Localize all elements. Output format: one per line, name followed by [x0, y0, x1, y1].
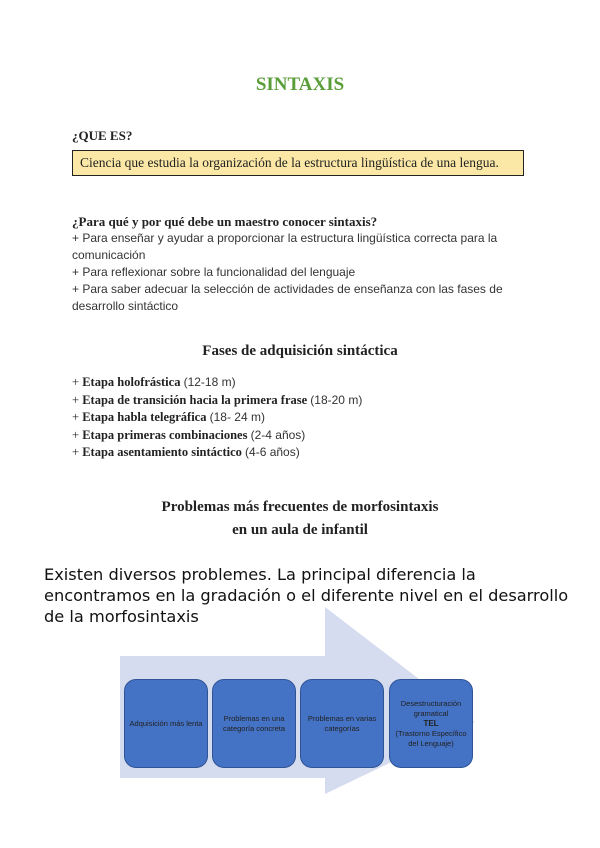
diagram-box-tel — [389, 679, 473, 768]
stage-name: Etapa primeras combinaciones — [82, 427, 248, 442]
page-title: SINTAXIS — [255, 74, 345, 95]
diagram-box-tel-label: TEL — [423, 718, 439, 728]
stage-item: + Etapa holofrástica (12-18 m) — [72, 375, 236, 389]
definition-box: Ciencia que estudia la organización de la estructura lingüística de una lengua. — [72, 150, 524, 176]
stage-name: Etapa habla telegráfica — [82, 410, 207, 424]
why-line: + Para saber adecuar la selección de actividades de enseñanza con las fases de desarrollo sintáctico — [72, 282, 503, 313]
what-label: ¿QUE ES? — [72, 128, 133, 143]
why-line: + Para enseñar y ayudar a proporcionar la estructura lingüística correcta para la comunicación — [72, 231, 498, 262]
stage-range: (18-20 m) — [310, 392, 363, 407]
phases-title: Fases de adquisición sintáctica — [202, 343, 398, 359]
problems-title-line-1: Problemas más frecuentes de morfosintaxis — [161, 499, 439, 515]
stage-item: + Etapa habla telegráfica (18- 24 m) — [72, 410, 265, 424]
intro-text: Existen diversos problemes. La principal diferencia la encontramos en la gradación o el diferente nivel en el desarrollo de la morfosintaxis — [44, 565, 569, 626]
diagram-box-several-categories — [300, 679, 384, 768]
stage-range: (4-6 años) — [245, 445, 300, 459]
diagram-box-one-category — [212, 679, 296, 768]
stage-range: (2-4 años) — [250, 427, 306, 442]
stage-name: Etapa de transición hacia la primera frase — [82, 392, 308, 407]
stage-item: + Etapa asentamiento sintáctico (4-6 años) — [72, 445, 300, 459]
stage-range: (12-18 m) — [183, 375, 236, 389]
diagram-box-text: Desestructuración gramatical — [400, 698, 462, 718]
stage-range: (18- 24 m) — [209, 410, 265, 424]
stage-item: + Etapa de transición hacia la primera frase (18-20 m) — [72, 392, 363, 407]
diagram-box-text: Problemas en una categoría concreta — [222, 713, 286, 733]
stage-name: Etapa asentamiento sintáctico — [82, 445, 242, 459]
stage-item: + Etapa primeras combinaciones (2-4 años) — [72, 427, 306, 442]
why-line: + Para reflexionar sobre la funcionalidad del lenguaje — [72, 265, 356, 279]
diagram-box-text: Problemas en varias categorías — [307, 713, 377, 733]
diagram-box-tel-sub: (Trastorno Específico del Lenguaje) — [395, 728, 467, 748]
diagram-box-text: Adquisición más lenta — [129, 718, 203, 728]
problems-title-line-2: en un aula de infantil — [232, 522, 368, 538]
why-question: ¿Para qué y por qué debe un maestro conocer sintaxis? — [72, 214, 378, 229]
diagram-box-slow-acquisition — [124, 679, 208, 768]
stage-name: Etapa holofrástica — [82, 375, 181, 389]
